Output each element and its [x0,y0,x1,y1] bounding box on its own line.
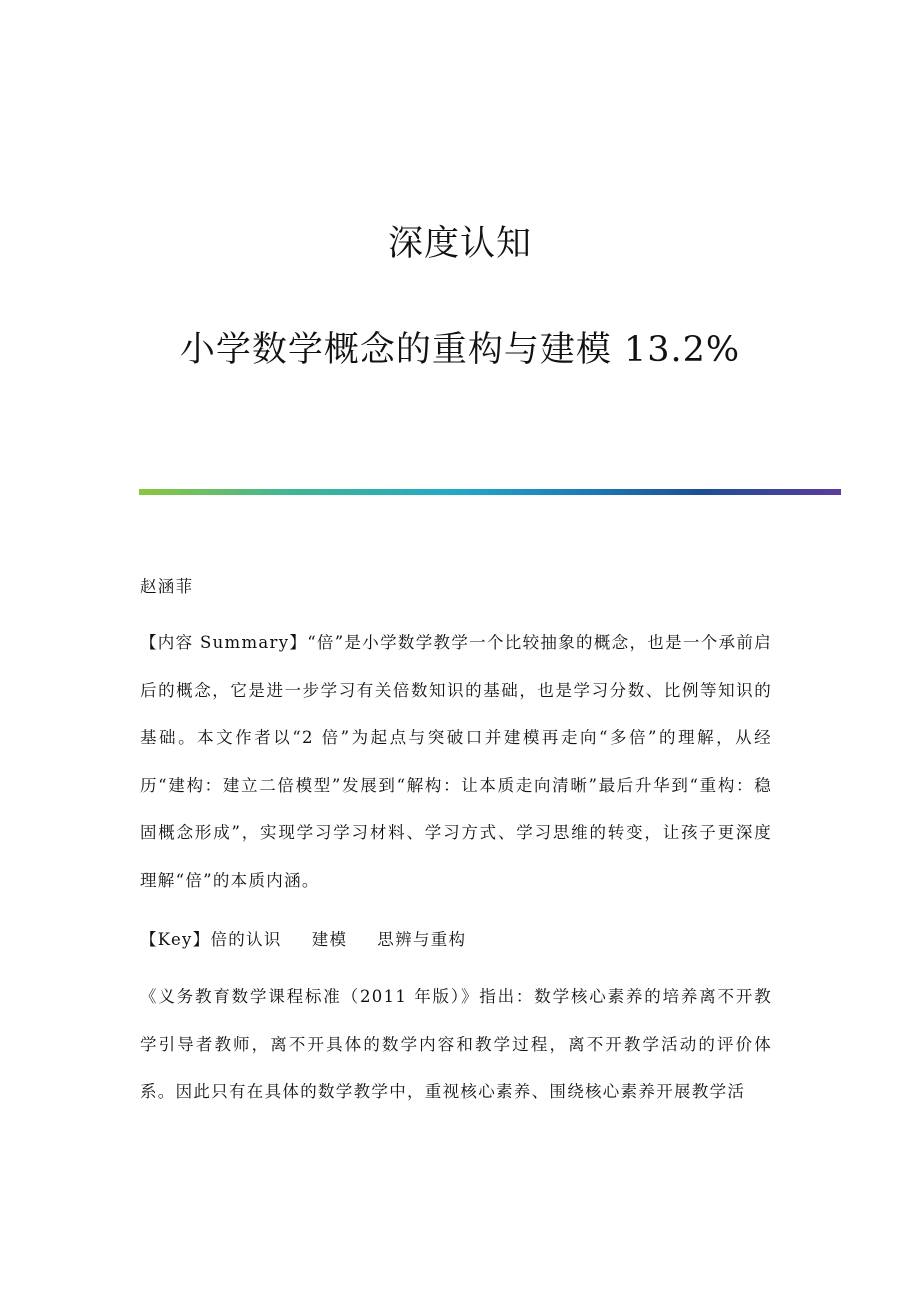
keyword-item: 建模 [311,930,348,949]
abstract-text: “倍”是小学数学教学一个比较抽象的概念，也是一个承前启后的概念，它是进一步学习有关倍数知识的基础，也是学习分数、比例等知识的基础。本文作者以“2 倍”为起点与突破口并建模再走向“多倍”的理解，从经历“建构：建立二倍模型”发展到“解构：让本质走向清晰”最后升华到“重构：稳固概念形成”，实现学习学习材料、学习方式、学习思维的转变，让孩子更深度理解“倍”的本质内涵。 [140,633,772,890]
document-title-line-2: 小学数学概念的重构与建模 13.2% [179,330,741,370]
keywords-line [140,916,772,964]
abstract-label: 【内容 Summary】 [140,633,308,652]
keyword-item: 思辨与重构 [377,930,467,949]
keywords-label: 【Key】 [140,930,211,949]
keyword-item: 倍的认识 [210,930,282,949]
author-name: 赵涵菲 [140,577,194,596]
document-title-line-1: 深度认知 [387,224,532,264]
abstract-paragraph [140,619,772,905]
gradient-divider [139,489,841,495]
body-paragraph: 《义务教育数学课程标准（2011 年版）》指出：数学核心素养的培养离不开教学引导者教师，离不开具体的数学内容和教学过程，离不开教学活动的评价体系。因此只有在具体的数学教学中，重视核心素养、围绕核心素养开展教学活 [140,987,772,1102]
